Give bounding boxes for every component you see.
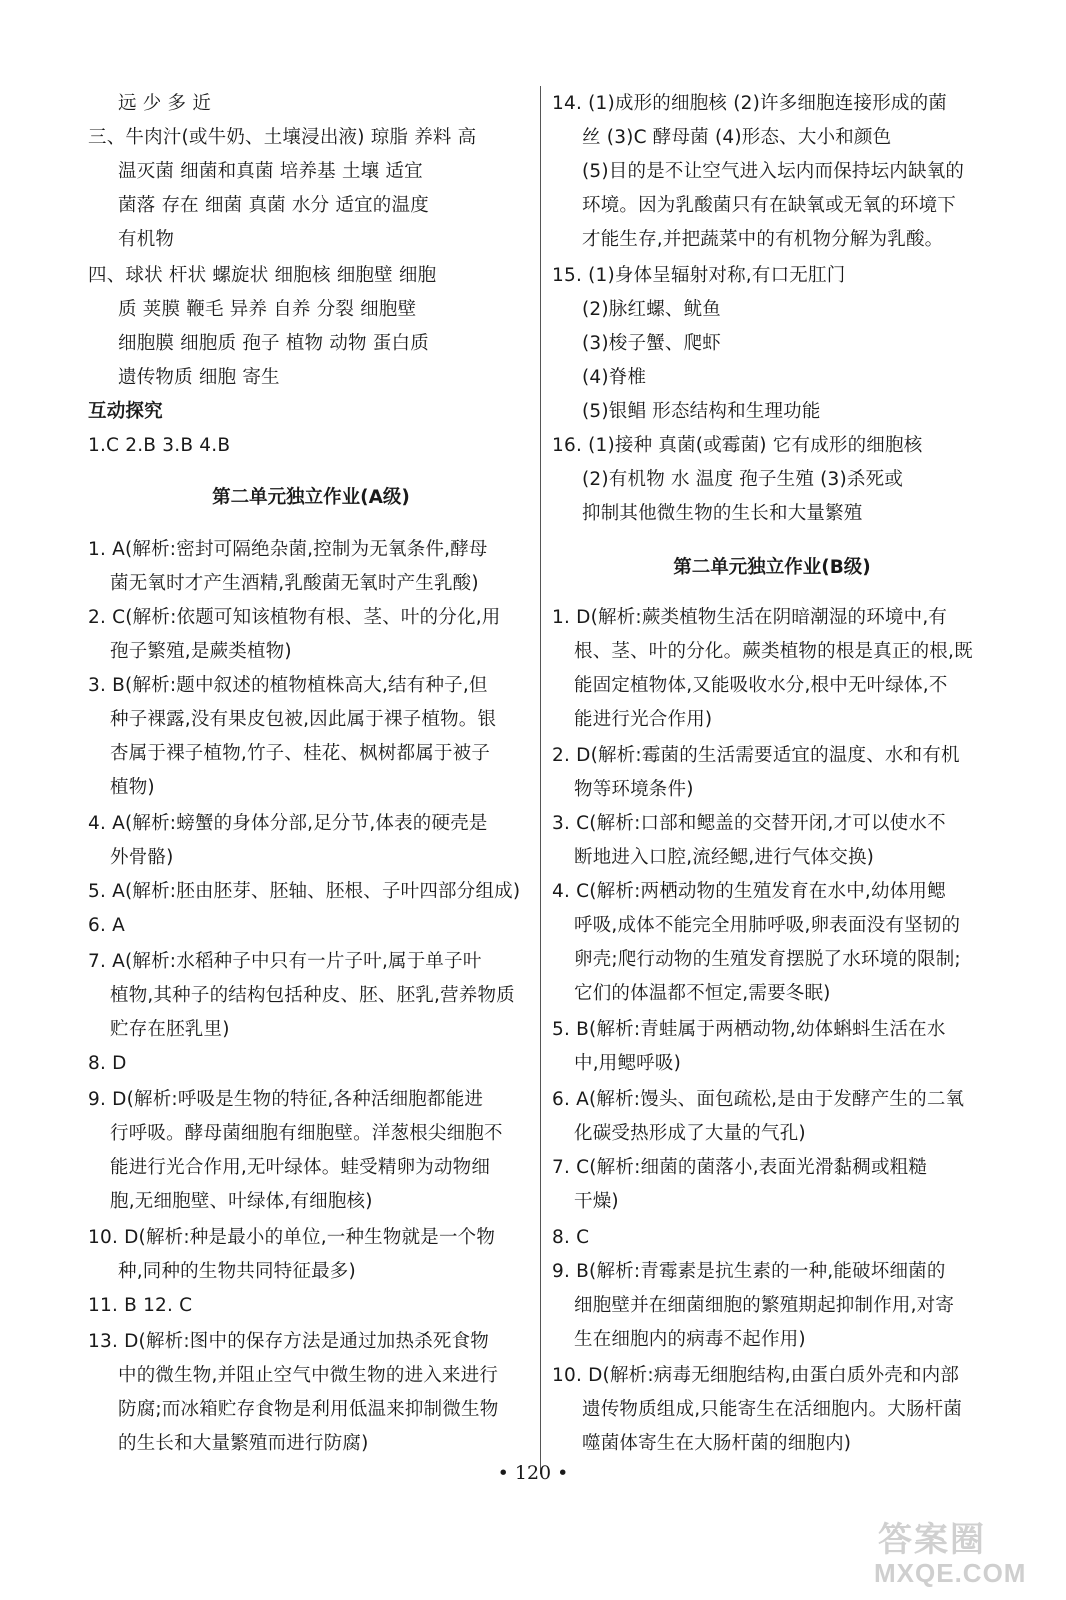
answer-line: 菌落 存在 细菌 真菌 水分 适宜的温度 [118,195,429,216]
watermark-logo-text: 答案圈 [878,1520,986,1560]
page-number: • 120 • [497,1462,569,1484]
answer-line: 4. C(解析:两栖动物的生殖发育在水中,幼体用鳃 [552,881,946,902]
answer-line: 四、球状 杆状 螺旋状 细胞核 细胞壁 细胞 [88,265,437,286]
answer-line: 3. B(解析:题中叙述的植物植株高大,结有种子,但 [88,675,488,696]
answer-line: 中,用鳃呼吸) [574,1053,681,1074]
answer-line: 噬菌体寄生在大肠杆菌的细胞内) [582,1433,852,1454]
answer-line: 种子裸露,没有果皮包被,因此属于裸子植物。银 [110,709,497,730]
answer-line: 9. B(解析:青霉素是抗生素的一种,能破坏细菌的 [552,1261,946,1282]
answer-line: (3)梭子蟹、爬虾 [582,333,722,354]
answer-line: 植物) [110,777,155,798]
answer-line: 菌无氧时才产生酒精,乳酸菌无氧时产生乳酸) [110,573,479,594]
answer-line: 10. D(解析:种是最小的单位,一种生物就是一个物 [88,1227,496,1248]
answer-line: 细胞壁并在细菌细胞的繁殖期起抑制作用,对寄 [574,1295,955,1316]
answer-line: 胞,无细胞壁、叶绿体,有细胞核) [110,1191,373,1212]
answer-line: 13. D(解析:图中的保存方法是通过加热杀死食物 [88,1331,489,1352]
answer-line: 11. B 12. C [88,1295,193,1316]
answer-line: 杏属于裸子植物,竹子、桂花、枫树都属于被子 [110,743,491,764]
answer-line: 种,同种的生物共同特征最多) [118,1261,356,1282]
answer-line: 它们的体温都不恒定,需要冬眠) [574,983,831,1004]
unit-heading: 第二单元独立作业(A级) [212,487,410,508]
answer-line: 细胞膜 细胞质 孢子 植物 动物 蛋白质 [118,333,429,354]
answer-line: 2. D(解析:霉菌的生活需要适宜的温度、水和有机 [552,745,960,766]
answer-line: 丝 (3)C 酵母菌 (4)形态、大小和颜色 [582,127,892,148]
answer-line: 8. C [552,1227,590,1248]
watermark-logo [868,1512,1058,1596]
answer-line: 才能生存,并把蔬菜中的有机物分解为乳酸。 [582,229,944,250]
answer-line: 有机物 [118,229,175,250]
answer-line: 贮存在胚乳里) [110,1019,230,1040]
answer-line: 7. A(解析:水稻种子中只有一片子叶,属于单子叶 [88,951,482,972]
answer-line: 5. B(解析:青蛙属于两栖动物,幼体蝌蚪生活在水 [552,1019,946,1040]
answer-line: 卵壳;爬行动物的生殖发育摆脱了水环境的限制; [574,949,961,970]
answer-line: 14. (1)成形的细胞核 (2)许多细胞连接形成的菌 [552,93,947,114]
answer-line: 遗传物质组成,只能寄生在活细胞内。大肠杆菌 [582,1399,963,1420]
answer-line: 防腐;而冰箱贮存食物是利用低温来抑制微生物 [118,1399,499,1420]
answer-line: (2)脉红螺、鱿鱼 [582,299,722,320]
answer-line: 外骨骼) [110,847,174,868]
answer-line: 9. D(解析:呼吸是生物的特征,各种活细胞都能进 [88,1089,484,1110]
answer-line: 能固定植物体,又能吸收水分,根中无叶绿体,不 [574,675,948,696]
answer-line: 4. A(解析:螃蟹的身体分部,足分节,体表的硬壳是 [88,813,488,834]
answer-line: 1. A(解析:密封可隔绝杂菌,控制为无氧条件,酵母 [88,539,488,560]
answer-line: 植物,其种子的结构包括种皮、胚、胚乳,营养物质 [110,985,515,1006]
answer-line: 3. C(解析:口部和鳃盖的交替开闭,才可以使水不 [552,813,946,834]
answer-line: 质 荚膜 鞭毛 异养 自养 分裂 细胞壁 [118,299,417,320]
answer-line: 10. D(解析:病毒无细胞结构,由蛋白质外壳和内部 [552,1365,960,1386]
answer-line: 呼吸,成体不能完全用肺呼吸,卵表面没有坚韧的 [574,915,961,936]
answer-line: 的生长和大量繁殖而进行防腐) [118,1433,369,1454]
answer-line: 生在细胞内的病毒不起作用) [574,1329,806,1350]
answer-line: (4)脊椎 [582,367,647,388]
answer-line: 行呼吸。酵母菌细胞有细胞壁。洋葱根尖细胞不 [110,1123,503,1144]
answer-line: 环境。因为乳酸菌只有在缺氧或无氧的环境下 [582,195,957,216]
answer-line: 干燥) [574,1191,619,1212]
answer-line: 7. C(解析:细菌的菌落小,表面光滑黏稠或粗糙 [552,1157,928,1178]
answer-line: 5. A(解析:胚由胚芽、胚轴、胚根、子叶四部分组成) [88,881,521,902]
answer-line: 孢子繁殖,是蕨类植物) [110,641,292,662]
answer-line: 6. A(解析:馒头、面包疏松,是由于发酵产生的二氧 [552,1089,965,1110]
answer-line: 16. (1)接种 真菌(或霉菌) 它有成形的细胞核 [552,435,923,456]
answer-line: 中的微生物,并阻止空气中微生物的进入来进行 [118,1365,499,1386]
answer-line: 远 少 多 近 [118,93,212,114]
answer-line: 化碳受热形成了大量的气孔) [574,1123,806,1144]
answer-line: 三、牛肉汁(或牛奶、土壤浸出液) 琼脂 养料 高 [88,127,477,148]
answer-line: 根、茎、叶的分化。蕨类植物的根是真正的根,既 [574,641,973,662]
answer-line: (2)有机物 水 温度 孢子生殖 (3)杀死或 [582,469,904,490]
answer-line: (5)目的是不让空气进入坛内而保持坛内缺氧的 [582,161,965,182]
answer-line: 遗传物质 细胞 寄生 [118,367,280,388]
answer-line: 2. C(解析:依题可知该植物有根、茎、叶的分化,用 [88,607,501,628]
answer-line: 抑制其他微生物的生长和大量繁殖 [582,503,863,524]
answer-line: (5)银鲳 形态结构和生理功能 [582,401,821,422]
answer-line: 15. (1)身体呈辐射对称,有口无肛门 [552,265,846,286]
answer-line: 6. A [88,915,125,936]
watermark-url: MXQE.COM [874,1558,1027,1588]
unit-heading: 第二单元独立作业(B级) [673,557,871,578]
section-heading: 互动探究 [88,401,163,422]
answer-line: 能进行光合作用) [574,709,713,730]
answer-line: 8. D [88,1053,127,1074]
answer-line: 1. D(解析:蕨类植物生活在阴暗潮湿的环境中,有 [552,607,948,628]
answer-line: 物等环境条件) [574,779,694,800]
column-divider [540,86,541,1474]
answer-line: 能进行光合作用,无叶绿体。蛙受精卵为动物细 [110,1157,491,1178]
answer-line: 温灭菌 细菌和真菌 培养基 土壤 适宜 [118,161,423,182]
answer-line: 1.C 2.B 3.B 4.B [88,435,231,456]
answer-line: 断地进入口腔,流经鳃,进行气体交换) [574,847,875,868]
